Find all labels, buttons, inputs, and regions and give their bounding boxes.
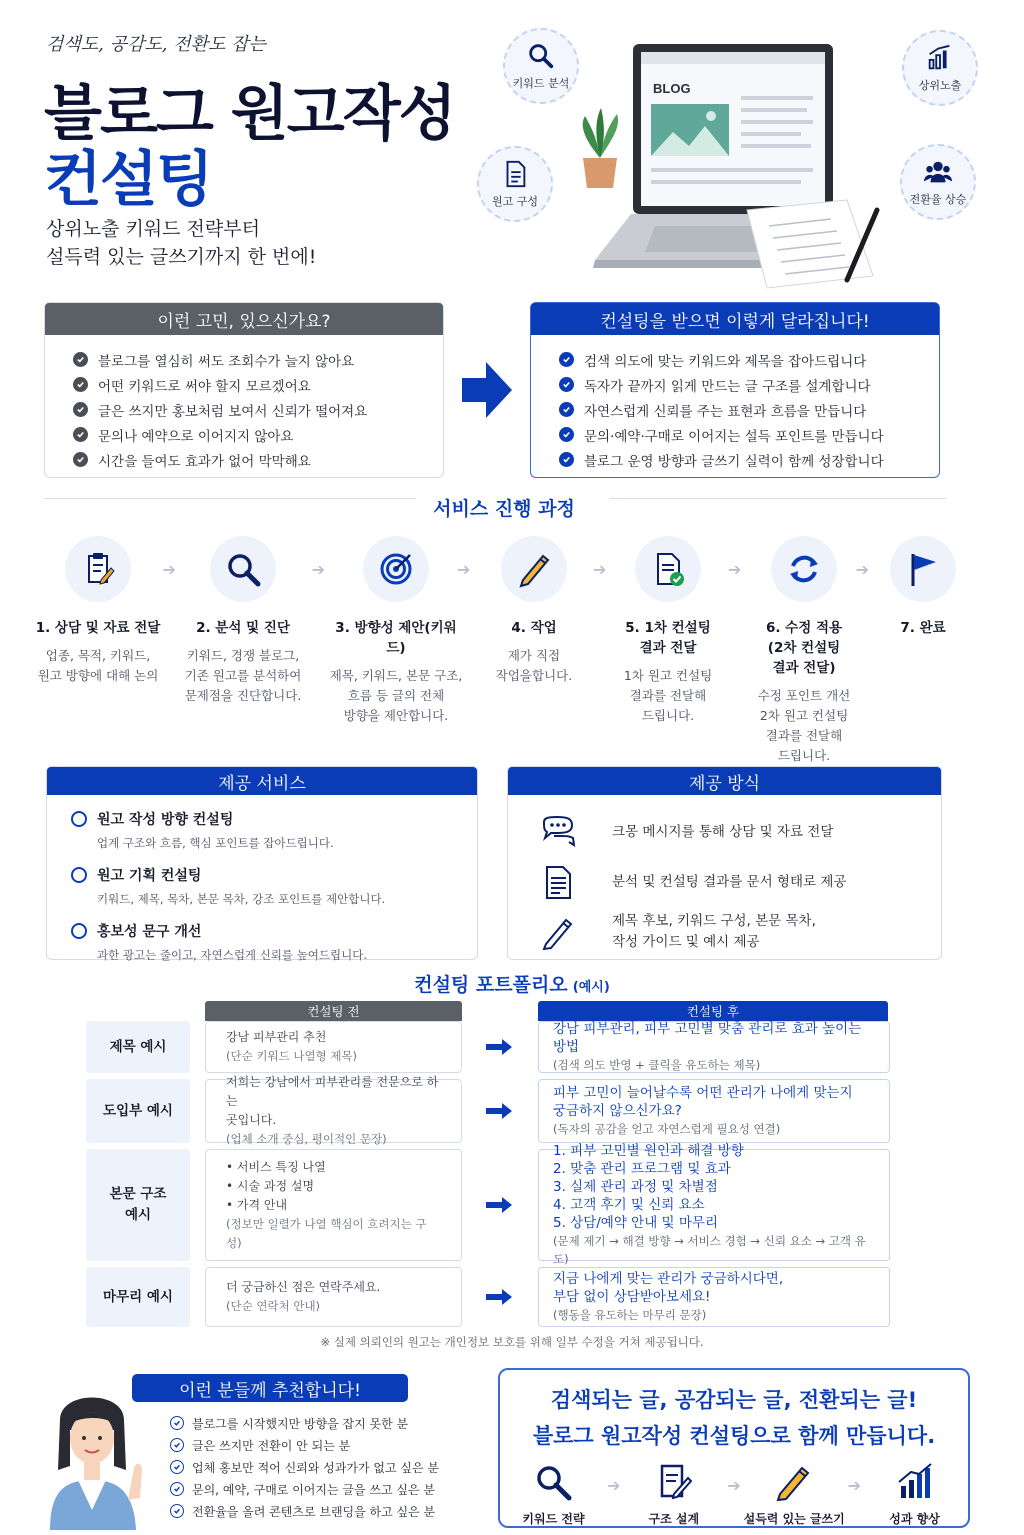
document-check-icon — [649, 550, 687, 588]
document-edit-icon — [654, 1462, 694, 1502]
problems-item-text: 시간을 들여도 효과가 없어 막막해요 — [98, 453, 311, 470]
consultant-avatar — [30, 1380, 154, 1530]
portfolio-after-text: 지금 나에게 맞는 관리가 궁금하시다면, 부담 없이 상담받아보세요! — [553, 1271, 784, 1305]
check-circle-icon — [73, 402, 88, 417]
radio-circle-icon — [71, 923, 87, 939]
solutions-item — [559, 397, 939, 422]
check-circle-icon — [559, 352, 574, 367]
radio-circle-icon — [71, 867, 87, 883]
tagline: 검색도, 공감도, 전환도 잡는 — [46, 34, 266, 55]
solutions-item-text: 블로그 운영 방향과 글쓰기 실력이 함께 성장합니다 — [584, 453, 884, 470]
check-circle-icon — [73, 427, 88, 442]
recommend-item-text: 블로그를 시작했지만 방향을 잡지 못한 분 — [192, 1416, 409, 1431]
conversion-badge — [900, 144, 976, 220]
step-arrow-icon: ➔ — [855, 560, 869, 579]
portfolio-title — [0, 970, 1024, 997]
process-step-title: 3. 방향성 제안(키워드) — [335, 620, 457, 656]
chat-icon — [540, 814, 576, 850]
target-icon — [377, 550, 415, 588]
check-circle-icon — [170, 1482, 184, 1496]
portfolio-after-cell — [538, 1143, 890, 1266]
problems-item — [73, 422, 443, 447]
process-step-icon-wrap — [635, 536, 701, 602]
recommend-item-text: 업체 홍보만 적어 신뢰와 성과가가 없고 싶은 분 — [192, 1460, 439, 1475]
services-panel — [46, 766, 478, 960]
problems-item — [73, 347, 443, 372]
portfolio-row-label: 본문 구조 예시 — [86, 1149, 190, 1261]
portfolio-after-note: (검색 의도 반영 + 클릭을 유도하는 제목) — [553, 1058, 761, 1072]
process-step — [853, 536, 993, 646]
laptop-illustration — [555, 40, 885, 290]
process-step-icon-wrap — [501, 536, 567, 602]
growth-chart-icon — [925, 43, 955, 73]
divider — [610, 498, 946, 499]
service-item-header — [71, 865, 477, 885]
cta-step — [500, 1462, 607, 1527]
service-item-header — [71, 809, 477, 829]
cta-step-label: 키워드 전략 — [522, 1512, 585, 1526]
check-circle-icon — [73, 377, 88, 392]
pencil-icon — [515, 550, 553, 588]
search-icon — [224, 550, 262, 588]
process-step — [598, 536, 738, 726]
clipboard-icon — [79, 550, 117, 588]
solutions-item — [559, 447, 939, 472]
problems-item-text: 블로그를 열심히 써도 조회수가 늘지 않아요 — [98, 353, 355, 370]
pencil-icon — [774, 1462, 814, 1502]
document-icon — [500, 159, 530, 189]
service-item-desc: 업계 구조와 흐름, 핵심 포인트를 잡아드립니다. — [97, 836, 334, 850]
cta-step — [741, 1462, 848, 1527]
method-item-text: 제목 후보, 키워드 구성, 본문 목차, 작성 가이드 및 예시 제공 — [612, 913, 816, 950]
step-arrow-icon: ➔ — [593, 560, 607, 579]
check-circle-icon — [559, 402, 574, 417]
search-icon — [533, 1462, 573, 1502]
portfolio-after-note: (행동을 유도하는 마무리 문장) — [553, 1308, 707, 1322]
step-arrow-icon: ➔ — [457, 560, 471, 579]
method-item — [540, 857, 941, 907]
cta-steps — [500, 1462, 968, 1527]
check-circle-icon — [559, 427, 574, 442]
step-arrow-icon: ➔ — [847, 1476, 862, 1495]
top-ranking-badge — [902, 30, 978, 106]
process-step-desc: 제가 직접 작업을합니다. — [495, 648, 573, 683]
cta-step-label: 성과 향상 — [889, 1512, 940, 1526]
services-list — [47, 795, 477, 963]
problems-item-text: 글은 쓰지만 홍보처럼 보여서 신뢰가 떨어져요 — [98, 403, 368, 420]
step-arrow-icon: ➔ — [727, 1476, 741, 1495]
portfolio-before-cell — [205, 1149, 462, 1261]
recommend-item-text: 글은 쓰지만 전환이 안 되는 분 — [192, 1438, 351, 1453]
portfolio-table — [86, 1021, 892, 1331]
process-step-icon-wrap — [210, 536, 276, 602]
portfolio-heading: 컨설팅 포트폴리오 — [414, 974, 568, 996]
blog-screen-label: BLOG — [653, 81, 691, 96]
methods-panel — [507, 766, 942, 960]
process-step — [28, 536, 168, 686]
check-circle-icon — [170, 1438, 184, 1452]
recommend-item — [170, 1412, 470, 1434]
check-circle-icon — [170, 1504, 184, 1518]
methods-list — [508, 795, 941, 957]
portfolio-before-text: 더 궁금하신 점은 연락주세요. — [226, 1280, 381, 1294]
recommend-item — [170, 1478, 470, 1500]
methods-heading: 제공 방식 — [508, 767, 941, 795]
solutions-item-text: 검색 의도에 맞는 키워드와 제목을 잡아드립니다 — [584, 353, 867, 370]
problems-box — [44, 302, 444, 478]
portfolio-before-cell — [205, 1075, 462, 1146]
structure-label: 원고 구성 — [491, 195, 538, 208]
process-heading: 서비스 진행 과정 — [433, 498, 575, 520]
portfolio-row-label: 마무리 예시 — [86, 1267, 190, 1327]
method-item — [540, 807, 941, 857]
recommend-item — [170, 1456, 470, 1478]
check-circle-icon — [559, 377, 574, 392]
service-item — [71, 809, 477, 851]
problems-item-text: 어떤 키워드로 써야 할지 모르겠어요 — [98, 378, 311, 395]
subtitle-line2: 설득력 있는 글쓰기까지 한 번에! — [46, 246, 317, 268]
step-arrow-icon: ➔ — [162, 560, 176, 579]
process-step-icon-wrap — [363, 536, 429, 602]
solutions-item — [559, 422, 939, 447]
cta-step-label: 구조 설계 — [648, 1512, 700, 1526]
growth-chart-icon — [895, 1462, 935, 1502]
recommend-item — [170, 1500, 470, 1522]
portfolio-before-note: (정보만 일렬가 나열 핵심이 흐려지는 구성) — [226, 1216, 427, 1250]
process-step-title: 4. 작업 — [511, 620, 557, 636]
method-item-text: 분석 및 컨설팅 결과를 문서 형태로 제공 — [612, 873, 847, 890]
recommend-list — [170, 1412, 470, 1522]
portfolio-after-text: 1. 피부 고민별 원인과 해결 방향 2. 맞춤 관리 프로그램 및 효과 3. 실제 관리 과정 및 차별점 4. 고객 후기 및 신뢰 요소 5. 상담/예약 안내 및 마무리 — [553, 1143, 744, 1231]
service-item-title: 원고 기획 컨설팅 — [97, 868, 202, 884]
portfolio-row-label: 도입부 예시 — [86, 1079, 190, 1143]
recommend-item — [170, 1434, 470, 1456]
problems-list — [45, 335, 443, 472]
process-step-title: 2. 분석 및 진단 — [196, 620, 290, 636]
flag-icon — [904, 550, 942, 588]
portfolio-row-label: 제목 예시 — [86, 1021, 190, 1073]
portfolio-after-text: 피부 고민이 늘어날수록 어떤 관리가 나에게 맞는지 궁금하지 않으신가요? — [553, 1085, 853, 1119]
solutions-item-text: 독자가 끝까지 읽게 만드는 글 구조를 설계합니다 — [584, 378, 871, 395]
pencil-icon — [540, 914, 576, 950]
arrow-right-icon — [458, 358, 514, 422]
cta-step — [620, 1462, 727, 1527]
refresh-icon — [785, 550, 823, 588]
portfolio-after-cell — [538, 1079, 890, 1143]
portfolio-after-note: (독자의 공감을 얻고 자연스럽게 필요성 연결) — [553, 1122, 781, 1136]
solutions-heading: 컨설팅을 받으면 이렇게 달라집니다! — [531, 303, 939, 335]
cta-step — [861, 1462, 968, 1527]
recommend-item-text: 전환율을 올려 콘텐츠로 브랜딩을 하고 싶은 분 — [192, 1504, 436, 1519]
radio-circle-icon — [71, 811, 87, 827]
solutions-item-text: 문의·예약·구매로 이어지는 설득 포인트를 만듭니다 — [584, 428, 884, 445]
process-step-desc: 1차 원고 컨설팅 결과를 전달해 드립니다. — [623, 668, 713, 723]
process-step-title: 7. 완료 — [900, 620, 946, 636]
solutions-item-text: 자연스럽게 신뢰를 주는 표현과 흐름을 만듭니다 — [584, 403, 867, 420]
service-item-desc: 과한 광고는 줄이고, 자연스럽게 신뢰를 높여드립니다. — [97, 948, 367, 962]
portfolio-after-text: 강남 피부관리, 피부 고민별 맞춤 관리로 효과 높이는 방법 — [553, 1021, 862, 1055]
check-circle-icon — [559, 452, 574, 467]
portfolio-heading-note: (예시) — [572, 980, 610, 995]
step-arrow-icon: ➔ — [606, 1476, 621, 1495]
service-item-title: 홍보성 문구 개선 — [97, 924, 202, 940]
users-icon — [923, 157, 953, 187]
process-step — [326, 536, 466, 726]
process-steps — [28, 536, 988, 763]
document-icon — [540, 864, 576, 900]
cta-line1: 검색되는 글, 공감되는 글, 전환되는 글! — [550, 1388, 918, 1412]
portfolio-before-cell — [205, 1267, 462, 1327]
solutions-item — [559, 347, 939, 372]
portfolio-before-cell — [205, 1021, 462, 1073]
portfolio-after-cell — [538, 1021, 890, 1073]
process-step — [464, 536, 607, 686]
process-step-desc: 업종, 목적, 키워드, 원고 방향에 대해 논의 — [37, 648, 159, 683]
process-step-icon-wrap — [771, 536, 837, 602]
services-heading: 제공 서비스 — [47, 767, 477, 795]
method-item-text: 크몽 메시지를 통해 상담 및 자료 전달 — [612, 823, 834, 840]
before-column-header: 컨설팅 전 — [205, 1001, 462, 1021]
keyword-analysis-label: 키워드 분석 — [512, 77, 570, 90]
after-column-header: 컨설팅 후 — [538, 1001, 888, 1021]
conversion-label: 전환율 상승 — [909, 193, 967, 206]
portfolio-before-text: 강남 피부관리 추천 — [226, 1030, 327, 1044]
problems-item-text: 문의나 예약으로 이어지지 않아요 — [98, 428, 294, 445]
arrow-right-icon — [484, 1101, 514, 1121]
problems-item — [73, 372, 443, 397]
problems-item — [73, 397, 443, 422]
arrow-right-icon — [484, 1195, 514, 1215]
portfolio-footnote: ※ 실제 의뢰인의 원고는 개인정보 보호를 위해 일부 수정을 거쳐 제공됩니다. — [320, 1335, 704, 1349]
process-step — [173, 536, 313, 706]
process-step-desc: 키워드, 경쟁 블로그, 기존 원고를 분석하여 문제점을 진단합니다. — [184, 648, 302, 703]
page-title-line2: 컨설팅 — [44, 145, 212, 215]
process-step-title: 1. 상담 및 자료 전달 — [35, 620, 161, 636]
arrow-right-icon — [484, 1037, 514, 1057]
process-step-icon-wrap — [65, 536, 131, 602]
step-arrow-icon: ➔ — [728, 560, 742, 579]
process-step-desc: 제목, 키워드, 본문 구조, 흐름 등 글의 전체 방향을 제안합니다. — [329, 668, 463, 723]
method-item — [540, 907, 941, 957]
problems-item — [73, 447, 443, 472]
page-title-line1: 블로그 원고작성 — [44, 79, 455, 149]
search-icon — [526, 41, 556, 71]
process-step-title: 6. 수정 적용 (2차 컨설팅 결과 전달) — [765, 620, 843, 676]
service-item — [71, 865, 477, 907]
recommend-item-text: 문의, 예약, 구매로 이어지는 글을 쓰고 싶은 분 — [192, 1482, 435, 1497]
structure-badge — [477, 146, 553, 222]
cta-step-label: 설득력 있는 글쓰기 — [743, 1512, 845, 1526]
service-item-header — [71, 921, 477, 941]
step-arrow-icon: ➔ — [311, 560, 325, 579]
process-step-icon-wrap — [890, 536, 956, 602]
portfolio-before-note: (업체 소개 중심, 평이적인 문장) — [226, 1132, 387, 1146]
portfolio-before-text: 저희는 강남에서 피부관리를 전문으로 하는 곳입니다. — [226, 1075, 439, 1127]
check-circle-icon — [170, 1416, 184, 1430]
process-step-title: 5. 1차 컨설팅 결과 전달 — [625, 620, 711, 656]
recommend-heading: 이런 분들께 추천합니다! — [132, 1374, 408, 1402]
process-step-desc: 수정 포인트 개선 2차 원고 컨설팅 결과를 전달해 드립니다. — [757, 688, 851, 763]
divider — [44, 498, 416, 499]
solutions-item — [559, 372, 939, 397]
problems-heading: 이런 고민, 있으신가요? — [45, 303, 443, 335]
portfolio-before-note: (단순 연락처 안내) — [226, 1299, 321, 1313]
subtitle-line1: 상위노출 키워드 전략부터 — [46, 218, 260, 240]
portfolio-after-note: (문제 제기 → 해결 방향 → 서비스 경험 → 신뢰 요소 → 고객 유도) — [553, 1234, 866, 1266]
portfolio-before-text: • 서비스 특징 나열 • 시술 과정 설명 • 가격 안내 — [226, 1159, 326, 1212]
cta-box — [498, 1368, 970, 1528]
top-ranking-label: 상위노출 — [918, 79, 962, 92]
portfolio-before-note: (단순 키워드 나열형 제목) — [226, 1049, 358, 1063]
cta-line2: 블로그 원고작성 컨설팅으로 함께 만듭니다. — [532, 1424, 936, 1448]
service-item — [71, 921, 477, 963]
solutions-box — [530, 302, 940, 478]
service-item-desc: 키워드, 제목, 목차, 본문 목차, 강조 포인트를 제안합니다. — [97, 892, 386, 906]
check-circle-icon — [170, 1460, 184, 1474]
arrow-right-icon — [484, 1287, 514, 1307]
solutions-list — [531, 335, 939, 472]
service-item-title: 원고 작성 방향 컨설팅 — [97, 812, 234, 828]
portfolio-after-cell — [538, 1267, 890, 1327]
check-circle-icon — [73, 352, 88, 367]
check-circle-icon — [73, 452, 88, 467]
